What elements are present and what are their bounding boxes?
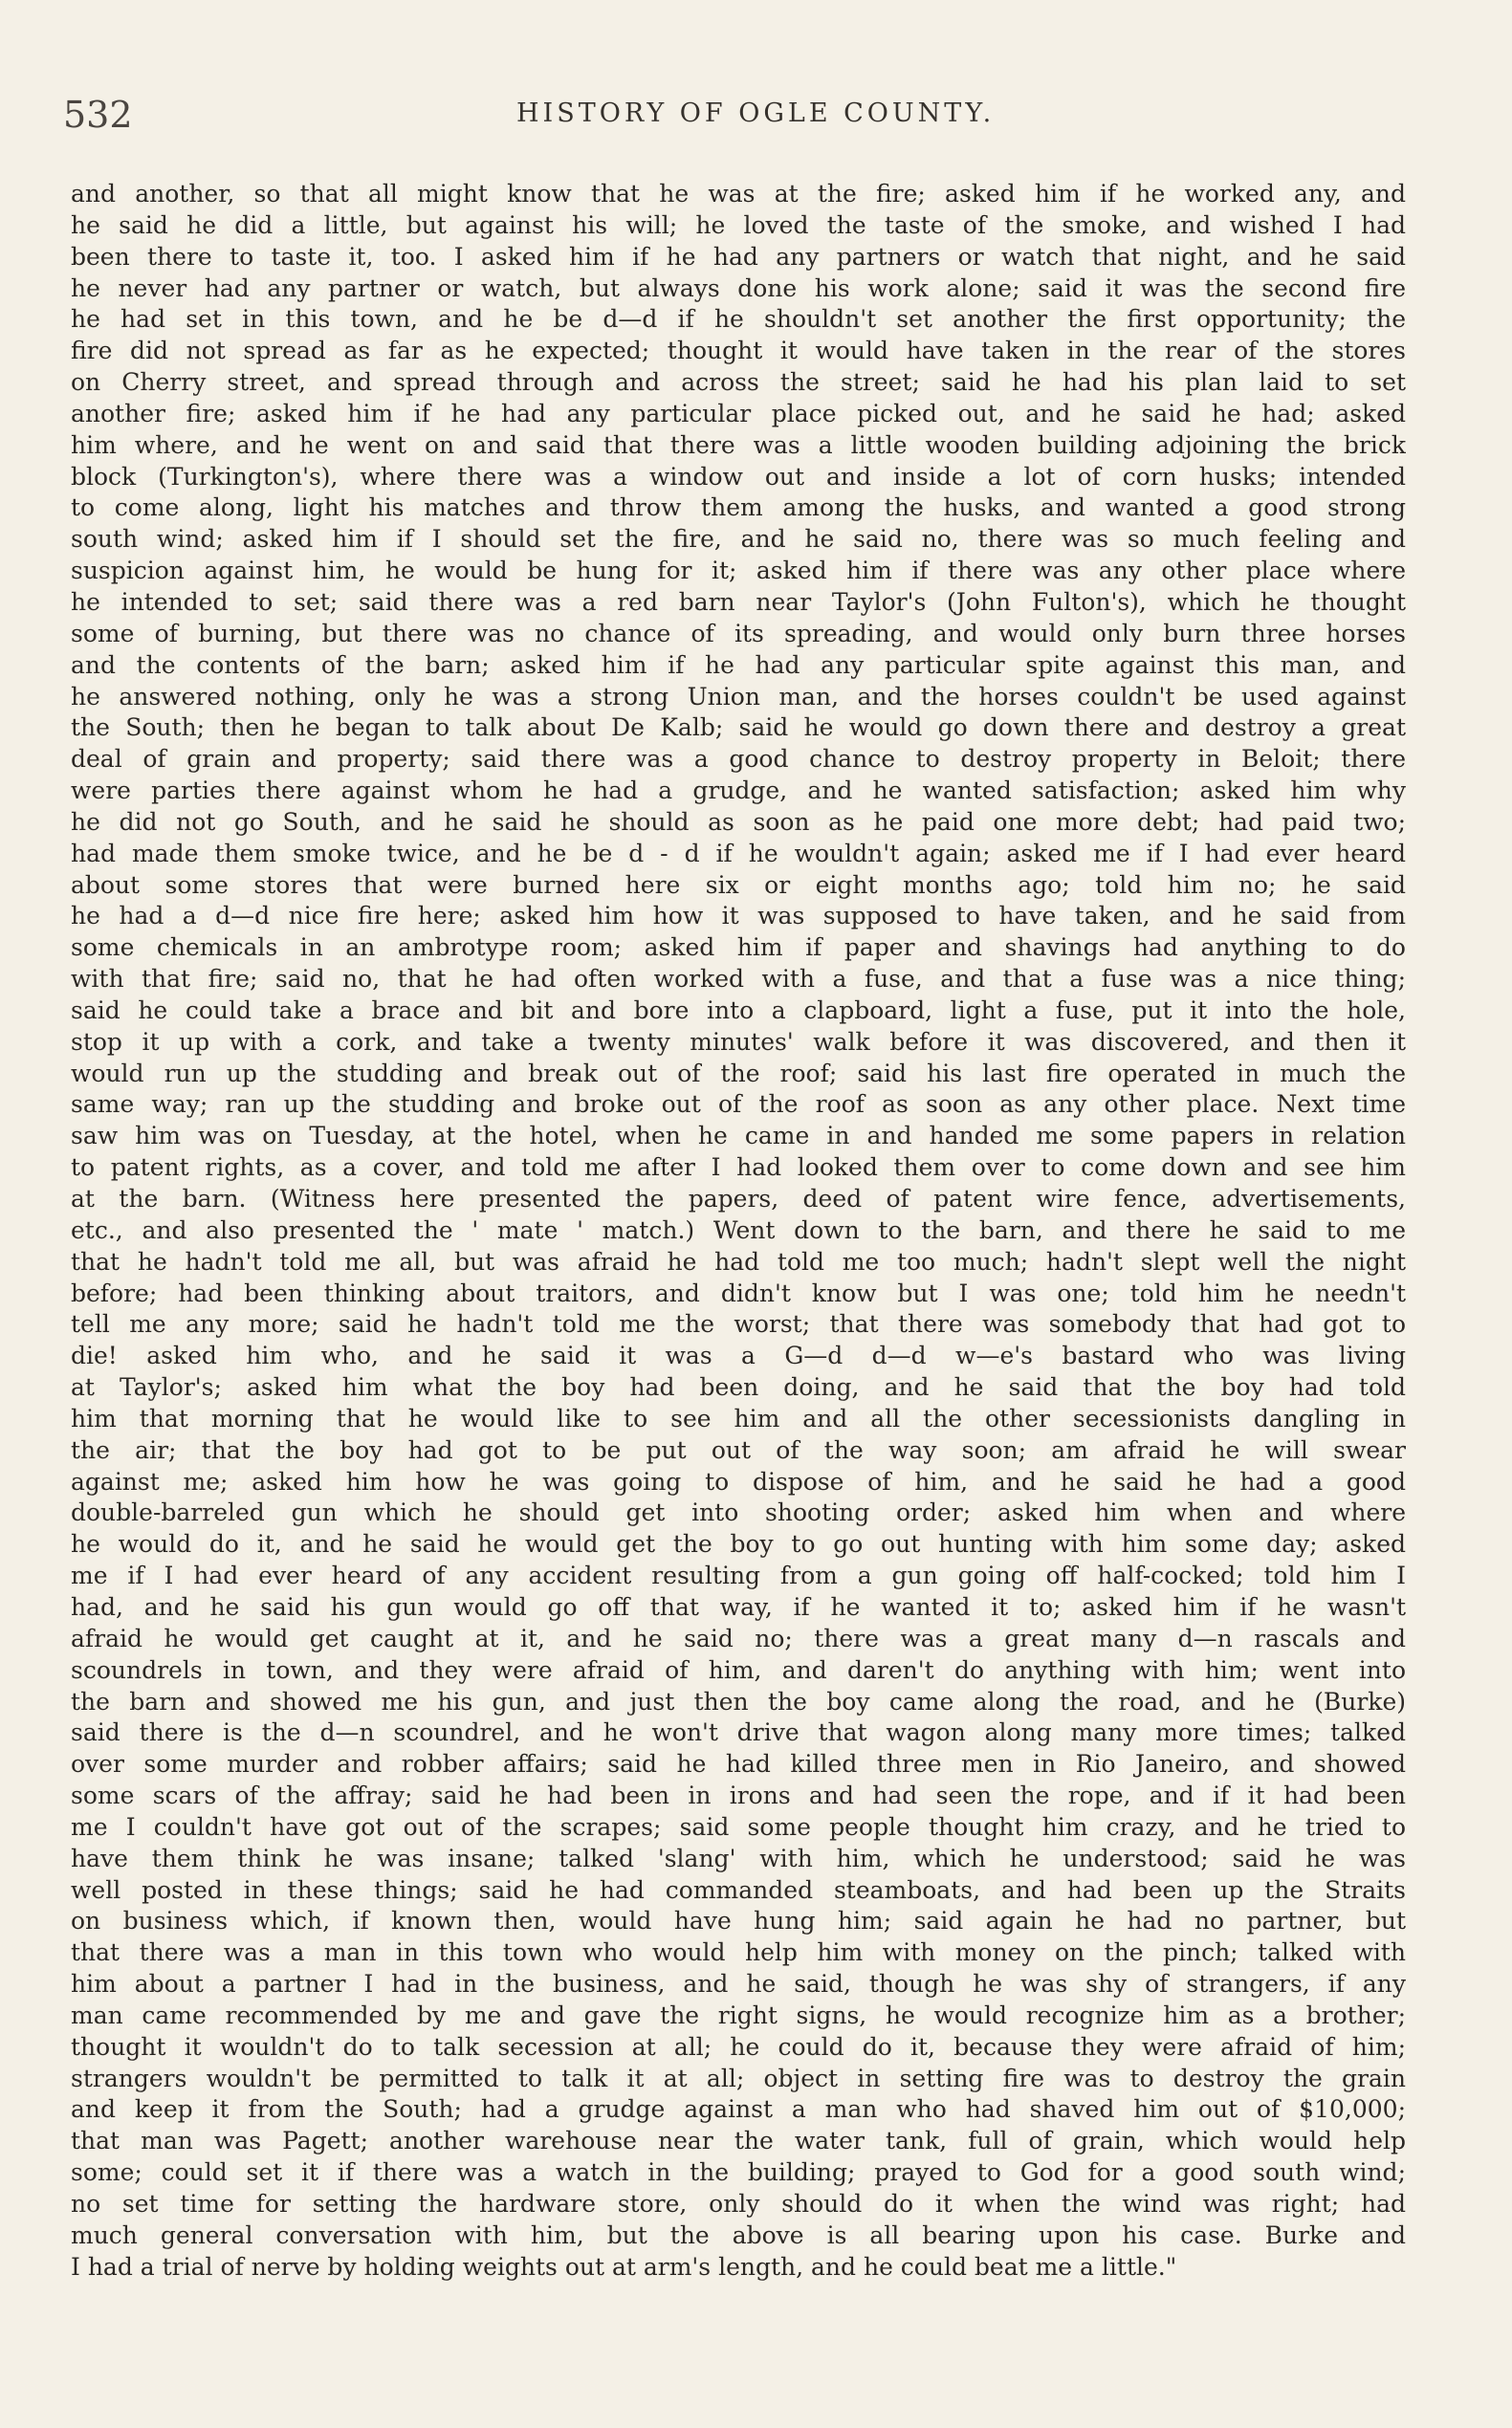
- text-line: suspicion against him, he would be hung for it; asked him if there was any other place where: [71, 557, 1406, 585]
- text-line: scoundrels in town, and they were afraid of him, and daren't do anything with him; went into: [71, 1655, 1406, 1684]
- text-line: south wind; asked him if I should set the fire, and he said no, there was so much feeling and: [71, 525, 1406, 554]
- text-line: deal of grain and property; said there was a good chance to destroy property in Beloit; there: [71, 745, 1406, 774]
- text-line: block (Turkington's), where there was a window out and inside a lot of corn husks; intended: [71, 462, 1406, 491]
- text-line: the air; that the boy had got to be put out of the way soon; am afraid he will swear: [71, 1435, 1406, 1464]
- text-line: against me; asked him how he was going to dispose of him, and he said he had a good: [71, 1467, 1406, 1496]
- text-line: he did not go South, and he said he should as soon as he paid one more debt; had paid two;: [71, 807, 1406, 836]
- text-line: and another, so that all might know that he was at the fire; asked him if he worked any, and: [71, 180, 1406, 208]
- text-line: tell me any more; said he hadn't told me the worst; that there was somebody that had got to: [71, 1310, 1406, 1339]
- text-line: he said he did a little, but against his will; he loved the taste of the smoke, and wished I had: [71, 210, 1406, 239]
- text-line: me if I had ever heard of any accident resulting from a gun going off half-cocked; told him I: [71, 1562, 1406, 1590]
- text-line: over some murder and robber affairs; said he had killed three men in Rio Janeiro, and showed: [71, 1750, 1406, 1779]
- text-line: before; had been thinking about traitors, and didn't know but I was one; told him he needn't: [71, 1279, 1406, 1307]
- text-line: afraid he would get caught at it, and he said no; there was a great many d—n rascals and: [71, 1624, 1406, 1652]
- text-line: at the barn. (Witness here presented the papers, deed of patent wire fence, advertisements,: [71, 1185, 1406, 1213]
- text-line: no set time for setting the hardware store, only should do it when the wind was right; had: [71, 2190, 1406, 2218]
- text-line: the South; then he began to talk about De Kalb; said he would go down there and destroy a great: [71, 713, 1406, 742]
- text-line: much general conversation with him, but the above is all bearing upon his case. Burke and: [71, 2220, 1406, 2249]
- text-line: to patent rights, as a cover, and told me after I had looked them over to come down and see him: [71, 1153, 1406, 1182]
- text-line: had made them smoke twice, and he be d - d if he wouldn't again; asked me if I had ever heard: [71, 839, 1406, 867]
- text-line: him where, and he went on and said that there was a little wooden building adjoining the brick: [71, 430, 1406, 459]
- text-line: fire did not spread as far as he expected; thought it would have taken in the rear of the stores: [71, 337, 1406, 365]
- text-line: he intended to set; said there was a red barn near Taylor's (John Fulton's), which he thought: [71, 587, 1406, 616]
- text-line: etc., and also presented the ' mate ' match.) Went down to the barn, and there he said to me: [71, 1215, 1406, 1244]
- text-line: another fire; asked him if he had any particular place picked out, and he said he had; asked: [71, 399, 1406, 427]
- text-line: been there to taste it, too. I asked him if he had any partners or watch that night, and he said: [71, 242, 1406, 271]
- text-line: about some stores that were burned here six or eight months ago; told him no; he said: [71, 870, 1406, 899]
- text-line: and the contents of the barn; asked him if he had any particular spite against this man, and: [71, 650, 1406, 679]
- text-line: on business which, if known then, would have hung him; said again he had no partner, but: [71, 1907, 1406, 1936]
- text-line: he never had any partner or watch, but always done his work alone; said it was the second fire: [71, 273, 1406, 302]
- text-line: have them think he was insane; talked 'slang' with him, which he understood; said he was: [71, 1844, 1406, 1872]
- text-line: would run up the studding and break out of the roof; said his last fire operated in much the: [71, 1059, 1406, 1087]
- text-line: were parties there against whom he had a grudge, and he wanted satisfaction; asked him why: [71, 777, 1406, 805]
- text-line: some scars of the affray; said he had been in irons and had seen the rope, and if it had been: [71, 1782, 1406, 1810]
- text-line: him about a partner I had in the business, and he said, though he was shy of strangers, if any: [71, 1970, 1406, 1999]
- text-line: some of burning, but there was no chance of its spreading, and would only burn three horses: [71, 619, 1406, 647]
- text-line: he had a d—d nice fire here; asked him how it was supposed to have taken, and he said from: [71, 902, 1406, 930]
- text-line: some chemicals in an ambrotype room; asked him if paper and shavings had anything to do: [71, 933, 1406, 962]
- text-line: that he hadn't told me all, but was afraid he had told me too much; hadn't slept well the night: [71, 1247, 1406, 1276]
- text-line: to come along, light his matches and throw them among the husks, and wanted a good strong: [71, 493, 1406, 522]
- running-head: HISTORY OF OGLE COUNTY.: [516, 98, 996, 128]
- text-line: die! asked him who, and he said it was a G—d d—d w—e's bastard who was living: [71, 1342, 1406, 1370]
- text-line: that there was a man in this town who would help him with money on the pinch; talked with: [71, 1938, 1406, 1967]
- page-number: 532: [63, 94, 133, 136]
- text-line: same way; ran up the studding and broke out of the roof as soon as any other place. Next time: [71, 1090, 1406, 1119]
- text-line: at Taylor's; asked him what the boy had been doing, and he said that the boy had told: [71, 1373, 1406, 1402]
- text-line: me I couldn't have got out of the scrapes; said some people thought him crazy, and he tried to: [71, 1812, 1406, 1841]
- text-line: saw him was on Tuesday, at the hotel, when he came in and handed me some papers in relation: [71, 1122, 1406, 1150]
- text-line: I had a trial of nerve by holding weights out at arm's length, and he could beat me a little.": [71, 2252, 1177, 2281]
- text-line: had, and he said his gun would go off that way, if he wanted it to; asked him if he wasn't: [71, 1592, 1406, 1621]
- text-line: strangers wouldn't be permitted to talk it at all; object in setting fire was to destroy the grain: [71, 2064, 1406, 2092]
- text-line: thought it wouldn't do to talk secession at all; he could do it, because they were afraid of him;: [71, 2032, 1406, 2061]
- text-line: with that fire; said no, that he had often worked with a fuse, and that a fuse was a nice thing;: [71, 965, 1406, 994]
- text-line: him that morning that he would like to see him and all the other secessionists dangling in: [71, 1404, 1406, 1433]
- text-line: he had set in this town, and he be d—d if he shouldn't set another the first opportunity; the: [71, 305, 1406, 334]
- text-line: said there is the d—n scoundrel, and he won't drive that wagon along many more times; talked: [71, 1718, 1406, 1747]
- text-line: well posted in these things; said he had commanded steamboats, and had been up the Straits: [71, 1875, 1406, 1904]
- text-line: he answered nothing, only he was a strong Union man, and the horses couldn't be used against: [71, 682, 1406, 711]
- text-line: and keep it from the South; had a grudge against a man who had shaved him out of $10,000;: [71, 2095, 1406, 2124]
- text-line: on Cherry street, and spread through and across the street; said he had his plan laid to set: [71, 368, 1406, 397]
- text-line: the barn and showed me his gun, and just then the boy came along the road, and he (Burke): [71, 1687, 1406, 1716]
- text-line: some; could set it if there was a watch in the building; prayed to God for a good south wind;: [71, 2158, 1406, 2187]
- body-text: [71, 179, 1406, 2284]
- text-line: that man was Pagett; another warehouse near the water tank, full of grain, which would help: [71, 2127, 1406, 2155]
- text-line: man came recommended by me and gave the right signs, he would recognize him as a brother;: [71, 2001, 1406, 2029]
- text-line: said he could take a brace and bit and bore into a clapboard, light a fuse, put it into the hole,: [71, 995, 1406, 1024]
- text-line: stop it up with a cork, and take a twenty minutes' walk before it was discovered, and then it: [71, 1027, 1406, 1056]
- text-line: he would do it, and he said he would get the boy to go out hunting with him some day; asked: [71, 1530, 1406, 1559]
- text-line: double-barreled gun which he should get into shooting order; asked him when and where: [71, 1498, 1406, 1527]
